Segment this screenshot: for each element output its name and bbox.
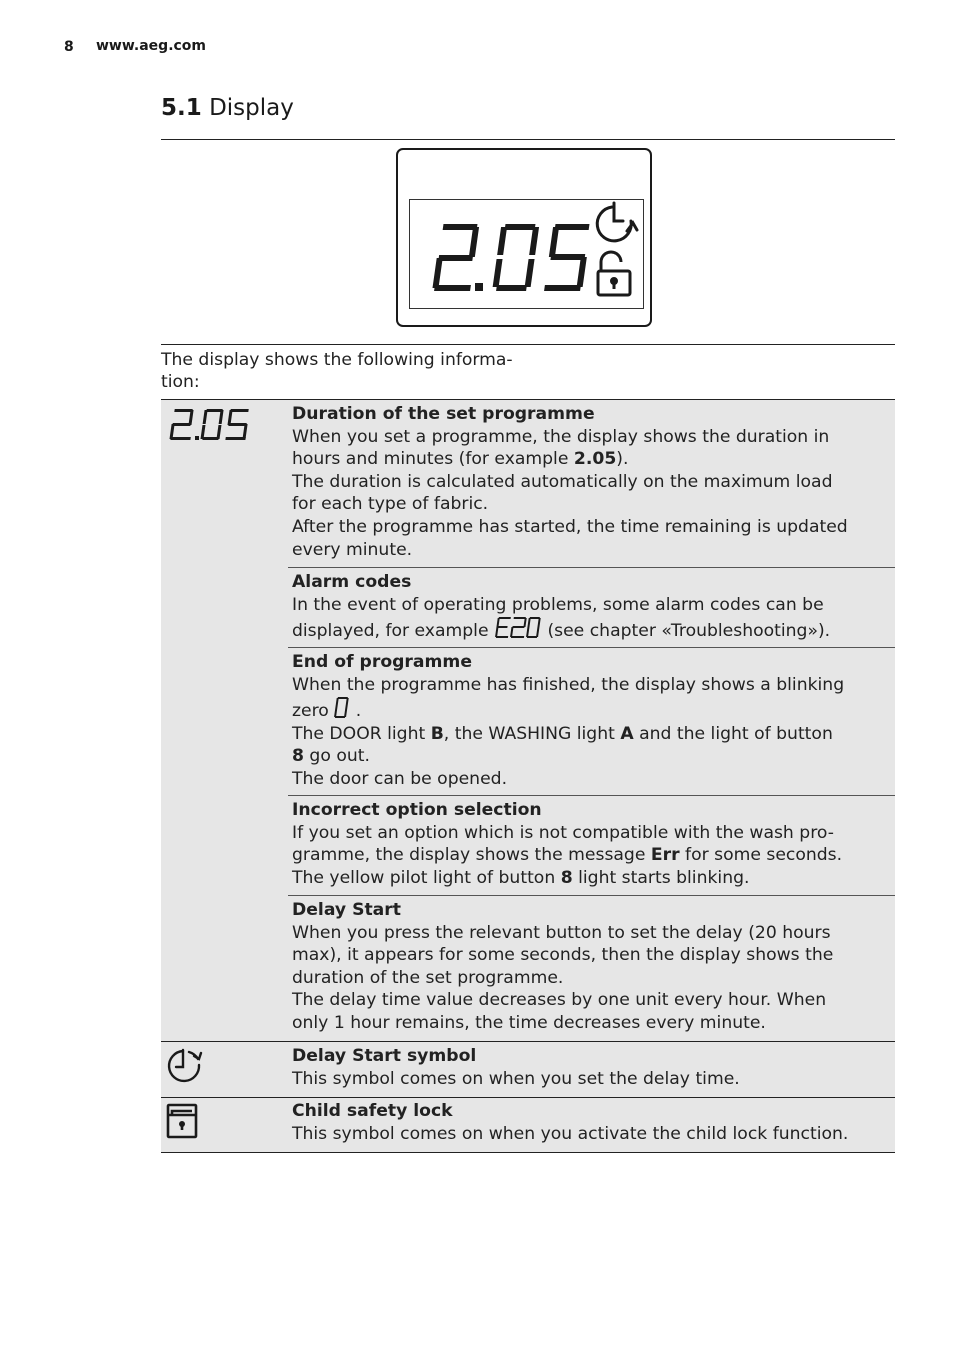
table-bottom-rule bbox=[161, 1152, 895, 1153]
row-title: Delay Start bbox=[292, 900, 401, 920]
delay-start-clock-icon bbox=[597, 203, 637, 241]
row-delay-start bbox=[292, 899, 890, 1035]
row-line: for each type of fabric. bbox=[292, 494, 489, 515]
row-line: After the programme has started, the time remaining is updated bbox=[292, 516, 848, 537]
row-title: Incorrect option selection bbox=[292, 800, 542, 820]
row-line: duration of the set programme. bbox=[292, 967, 564, 988]
rule-top bbox=[161, 139, 895, 140]
example-value: 2.05 bbox=[573, 449, 617, 470]
row-line: gramme, the display shows the message bbox=[292, 845, 651, 866]
rule-mid bbox=[161, 344, 895, 345]
row-line: go out. bbox=[303, 746, 370, 767]
row-separator bbox=[288, 795, 895, 796]
row-line: zero bbox=[292, 701, 335, 722]
row-line: The duration is calculated automatically on the maximum load bbox=[292, 471, 833, 492]
display-digits-graphic bbox=[409, 199, 644, 309]
blinking-zero-symbol bbox=[334, 696, 350, 720]
section-name: Display bbox=[209, 95, 294, 121]
row-line: only 1 hour remains, the time decreases every minute. bbox=[292, 1012, 766, 1033]
row-line: hours and minutes (for example bbox=[292, 449, 574, 470]
digit-dot bbox=[475, 283, 483, 291]
door-light-label: B bbox=[430, 723, 444, 744]
alarm-code-e20 bbox=[494, 616, 542, 640]
row-title: Duration of the set programme bbox=[292, 404, 595, 424]
site-url: www.aeg.com bbox=[96, 38, 207, 54]
row-title: End of programme bbox=[292, 652, 472, 672]
row-separator bbox=[288, 647, 895, 648]
intro-line-1: The display shows the following informa- bbox=[161, 350, 513, 370]
row-line: displayed, for example bbox=[292, 621, 494, 642]
row-line: The yellow pilot light of button bbox=[292, 867, 561, 888]
section-title bbox=[161, 95, 294, 121]
row-delay-start-symbol bbox=[292, 1045, 890, 1090]
row-line: This symbol comes on when you set the delay time. bbox=[292, 1068, 740, 1089]
button-number: 8 bbox=[292, 746, 304, 767]
row-line: When the programme has finished, the display shows a blinking bbox=[292, 674, 845, 695]
row-line: , the WASHING light bbox=[443, 723, 621, 744]
row-line: ). bbox=[616, 449, 629, 470]
washing-light-label: A bbox=[620, 723, 634, 744]
row-separator-full bbox=[161, 1041, 895, 1042]
digit-2 bbox=[432, 224, 479, 291]
row-line: every minute. bbox=[292, 539, 413, 560]
row-line: (see chapter «Troubleshooting»). bbox=[541, 621, 831, 642]
row-separator bbox=[288, 567, 895, 568]
row-line: max), it appears for some seconds, then the display shows the bbox=[292, 945, 834, 966]
intro-line-2: tion: bbox=[161, 372, 200, 392]
row-separator-full bbox=[161, 1097, 895, 1098]
row-line: light starts blinking. bbox=[572, 867, 750, 888]
row-line: The delay time value decreases by one unit every hour. When bbox=[292, 990, 827, 1011]
row-line: The DOOR light bbox=[292, 723, 431, 744]
child-lock-icon bbox=[598, 252, 630, 295]
delay-start-clock-icon bbox=[165, 1047, 203, 1085]
row-line: When you press the relevant button to set the delay (20 hours bbox=[292, 922, 831, 943]
row-separator bbox=[288, 895, 895, 896]
row-line: . bbox=[350, 701, 362, 722]
row-line: In the event of operating problems, some alarm codes can be bbox=[292, 594, 824, 615]
row-incorrect-option bbox=[292, 799, 890, 889]
row-title: Child safety lock bbox=[292, 1101, 453, 1121]
row-title: Delay Start symbol bbox=[292, 1046, 477, 1066]
row-line: If you set an option which is not compatible with the wash pro- bbox=[292, 822, 834, 843]
button-number: 8 bbox=[560, 867, 573, 888]
duration-symbol-2-05 bbox=[165, 407, 251, 443]
child-lock-icon bbox=[166, 1103, 200, 1139]
row-line: This symbol comes on when you activate the child lock function. bbox=[292, 1123, 849, 1144]
section-number: 5.1 bbox=[161, 95, 202, 121]
error-message: Err bbox=[650, 845, 680, 866]
page-number: 8 bbox=[64, 39, 74, 55]
digit-5 bbox=[544, 224, 591, 291]
intro-text bbox=[161, 349, 521, 393]
row-line: for some seconds. bbox=[679, 845, 843, 866]
row-line: and the light of button bbox=[633, 723, 833, 744]
row-title: Alarm codes bbox=[292, 572, 412, 592]
row-child-lock bbox=[292, 1100, 890, 1145]
table-top-rule bbox=[161, 399, 895, 400]
row-end-of-programme bbox=[292, 651, 890, 791]
row-line: The door can be opened. bbox=[292, 768, 508, 789]
info-table bbox=[161, 399, 895, 1153]
row-line: When you set a programme, the display shows the duration in bbox=[292, 426, 830, 447]
row-alarm-codes bbox=[292, 571, 890, 643]
digit-0 bbox=[492, 224, 539, 291]
row-duration bbox=[292, 403, 890, 561]
